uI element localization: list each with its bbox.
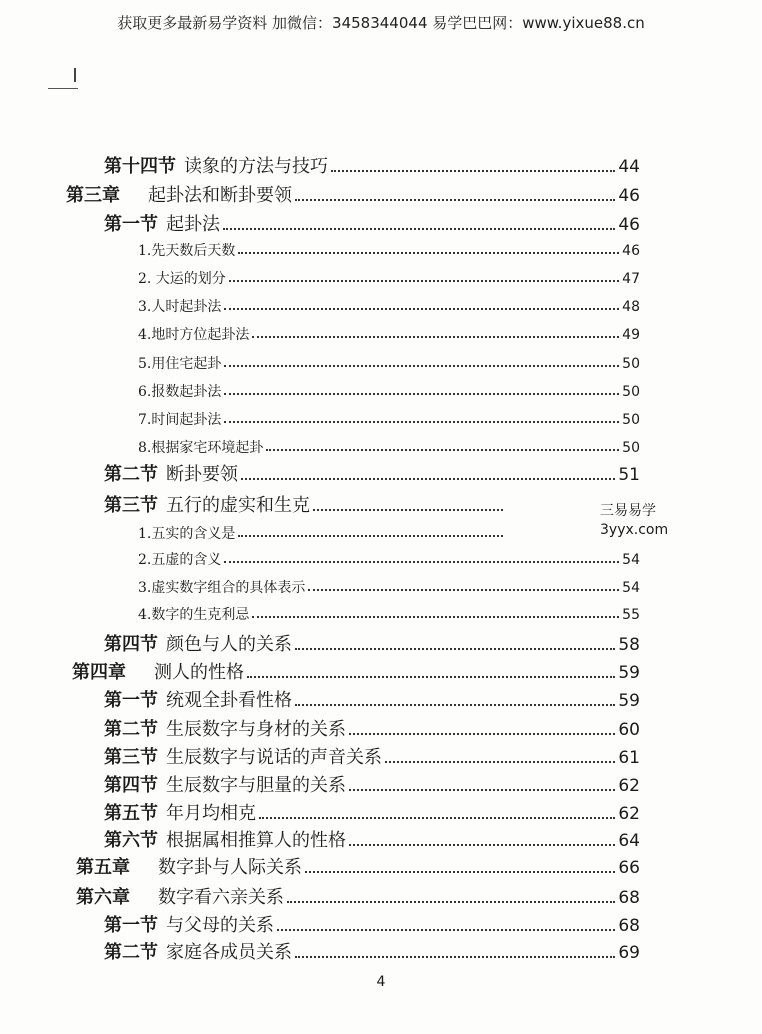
toc-entry-title: 7.时间起卦法	[138, 412, 222, 428]
toc-entry-title: 生辰数字与胆量的关系	[166, 775, 346, 796]
toc-entry[interactable]	[138, 300, 640, 314]
toc-entry-title: 五行的虚实和生克	[166, 495, 310, 516]
toc-page-number: 46	[622, 243, 640, 259]
toc-entry-title: 年月均相克	[166, 803, 256, 824]
toc-leader-dots	[241, 478, 615, 480]
toc-entry-title: 起卦法	[166, 214, 220, 235]
toc-entry-number: 第三节	[104, 495, 158, 516]
toc-page-number: 69	[618, 943, 640, 963]
toc-entry[interactable]	[104, 805, 640, 823]
toc-entry-title: 生辰数字与身材的关系	[166, 719, 346, 740]
toc-entry-title: 数字看六亲关系	[158, 887, 284, 908]
toc-entry-number: 第五章	[76, 857, 130, 878]
toc-entry-title: 8.根据家宅环境起卦	[138, 440, 264, 456]
toc-leader-dots	[349, 733, 615, 735]
toc-entry-number: 第六节	[104, 830, 158, 851]
toc-page-number: 51	[618, 465, 640, 485]
toc-page-number: 55	[622, 607, 640, 623]
toc-page-number: 50	[622, 412, 640, 428]
watermark-stamp	[508, 496, 669, 544]
toc-page-number: 68	[618, 916, 640, 936]
toc-leader-dots	[305, 871, 615, 873]
toc-leader-dots	[224, 393, 619, 395]
toc-entry-title: 数字卦与人际关系	[158, 857, 302, 878]
toc-leader-dots	[287, 901, 615, 903]
toc-leader-dots	[224, 421, 619, 423]
toc-entry-title: 断卦要领	[166, 464, 238, 485]
toc-entry[interactable]	[66, 187, 640, 205]
toc-entry-number: 第五节	[104, 803, 158, 824]
toc-entry-number: 第二节	[104, 464, 158, 485]
toc-entry[interactable]	[104, 466, 640, 484]
toc-leader-dots	[229, 280, 619, 282]
toc-entry[interactable]	[138, 385, 640, 399]
toc-entry-title: 4.数字的生克利忌	[138, 607, 250, 623]
toc-entry-title: 统观全卦看性格	[166, 690, 292, 711]
toc-entry[interactable]	[76, 859, 640, 877]
toc-entry-number: 第三节	[104, 747, 158, 768]
toc-entry-title: 测人的性格	[154, 662, 244, 683]
toc-leader-dots	[266, 449, 619, 451]
toc-leader-dots	[295, 704, 615, 706]
toc-entry[interactable]	[104, 944, 640, 962]
toc-leader-dots	[349, 789, 615, 791]
toc-entry-number: 第六章	[76, 887, 130, 908]
toc-entry[interactable]	[104, 216, 640, 234]
toc-entry-title: 2.五虚的含义	[138, 552, 222, 568]
toc-entry-number: 第一节	[104, 690, 158, 711]
watermark-line1: 三易易学	[600, 503, 656, 519]
toc-entry-title: 6.报数起卦法	[138, 384, 222, 400]
toc-leader-dots	[247, 676, 615, 678]
toc-entry-number: 第二节	[104, 942, 158, 963]
toc-leader-dots	[238, 535, 503, 537]
toc-entry[interactable]	[138, 272, 640, 286]
toc-entry[interactable]	[104, 777, 640, 795]
toc-entry-title: 3.虚实数字组合的具体表示	[138, 580, 306, 596]
toc-page-number: 66	[618, 858, 640, 878]
toc-page-number: 47	[622, 271, 640, 287]
toc-entry[interactable]	[104, 749, 640, 767]
toc-page-number: 50	[622, 384, 640, 400]
toc-page-number: 54	[622, 580, 640, 596]
toc-page-number: 62	[618, 804, 640, 824]
toc-entry-number: 第一节	[104, 214, 158, 235]
toc-leader-dots	[252, 616, 619, 618]
toc-leader-dots	[252, 336, 619, 338]
toc-page-number: 60	[618, 720, 640, 740]
toc-page-number: 48	[622, 299, 640, 315]
toc-page-number: 61	[618, 748, 640, 768]
toc-page-number: 50	[622, 356, 640, 372]
toc-entry[interactable]	[104, 917, 640, 935]
toc-entry-title: 1.先天数后天数	[138, 243, 236, 259]
toc-entry-number: 第二节	[104, 719, 158, 740]
toc-entry[interactable]	[104, 721, 640, 739]
toc-entry-title: 家庭各成员关系	[166, 942, 292, 963]
toc-entry-number: 第四章	[72, 662, 126, 683]
watermark-line2: 3yyx.com	[600, 522, 669, 538]
toc-page-number: 50	[622, 440, 640, 456]
toc-page-number: 44	[618, 157, 640, 177]
toc-entry[interactable]	[104, 497, 506, 515]
toc-entry[interactable]	[104, 692, 640, 710]
toc-page-number: 46	[618, 215, 640, 235]
toc-page-number: 59	[618, 663, 640, 683]
toc-entry-number: 第十四节	[104, 156, 176, 177]
toc-leader-dots	[259, 817, 615, 819]
toc-leader-dots	[223, 228, 615, 230]
toc-entry[interactable]	[72, 664, 640, 682]
toc-leader-dots	[224, 561, 619, 563]
toc-entry-number: 第一节	[104, 915, 158, 936]
toc-page-number: 64	[618, 831, 640, 851]
toc-entry[interactable]	[138, 608, 640, 622]
toc-leader-dots	[295, 199, 615, 201]
toc-entry[interactable]	[104, 832, 640, 850]
toc-leader-dots	[385, 761, 615, 763]
toc-entry[interactable]	[138, 581, 640, 595]
toc-entry-title: 读象的方法与技巧	[184, 156, 328, 177]
toc-leader-dots	[224, 308, 619, 310]
toc-leader-dots	[295, 956, 615, 958]
toc-page-number: 58	[618, 635, 640, 655]
toc-entry-title: 起卦法和断卦要领	[148, 185, 292, 206]
toc-entry-title: 5.用住宅起卦	[138, 356, 222, 372]
toc-entry[interactable]	[138, 328, 640, 342]
toc-entry[interactable]	[104, 636, 640, 654]
toc-page-number: 68	[618, 888, 640, 908]
toc-entry-title: 颜色与人的关系	[166, 634, 292, 655]
toc-page-number: 46	[618, 186, 640, 206]
toc-entry-title: 1.五实的含义是	[138, 526, 236, 542]
toc-entry[interactable]	[138, 244, 640, 258]
toc-leader-dots	[277, 929, 615, 931]
toc-leader-dots	[331, 170, 615, 172]
toc-entry-title: 3.人时起卦法	[138, 299, 222, 315]
toc-entry[interactable]	[138, 441, 640, 455]
toc-page-number: 62	[618, 776, 640, 796]
toc-entry-title: 2. 大运的划分	[138, 271, 226, 287]
toc-page-number: 59	[618, 691, 640, 711]
toc-leader-dots	[295, 648, 615, 650]
toc-entry[interactable]	[138, 413, 640, 427]
toc-entry[interactable]	[138, 357, 640, 371]
toc-entry[interactable]	[138, 527, 506, 541]
toc-leader-dots	[349, 844, 615, 846]
toc-page-number: 54	[622, 552, 640, 568]
toc-entry-number: 第四节	[104, 634, 158, 655]
toc-leader-dots	[313, 509, 503, 511]
toc-entry-title: 根据属相推算人的性格	[166, 830, 346, 851]
toc-entry[interactable]	[138, 553, 640, 567]
toc-entry-title: 生辰数字与说话的声音关系	[166, 747, 382, 768]
page-number: 4	[376, 974, 386, 990]
toc-entry[interactable]	[104, 158, 640, 176]
toc-entry-number: 第三章	[66, 185, 120, 206]
toc-entry-number: 第四节	[104, 775, 158, 796]
toc-leader-dots	[224, 365, 619, 367]
header-banner: 获取更多最新易学资料 加微信：3458344044 易学巴巴网：www.yixue88.cn	[117, 14, 645, 32]
toc-page-number: 49	[622, 327, 640, 343]
toc-leader-dots	[308, 589, 619, 591]
toc-entry-title: 与父母的关系	[166, 915, 274, 936]
toc-entry-title: 4.地时方位起卦法	[138, 327, 250, 343]
toc-leader-dots	[238, 252, 619, 254]
toc-entry[interactable]	[76, 889, 640, 907]
